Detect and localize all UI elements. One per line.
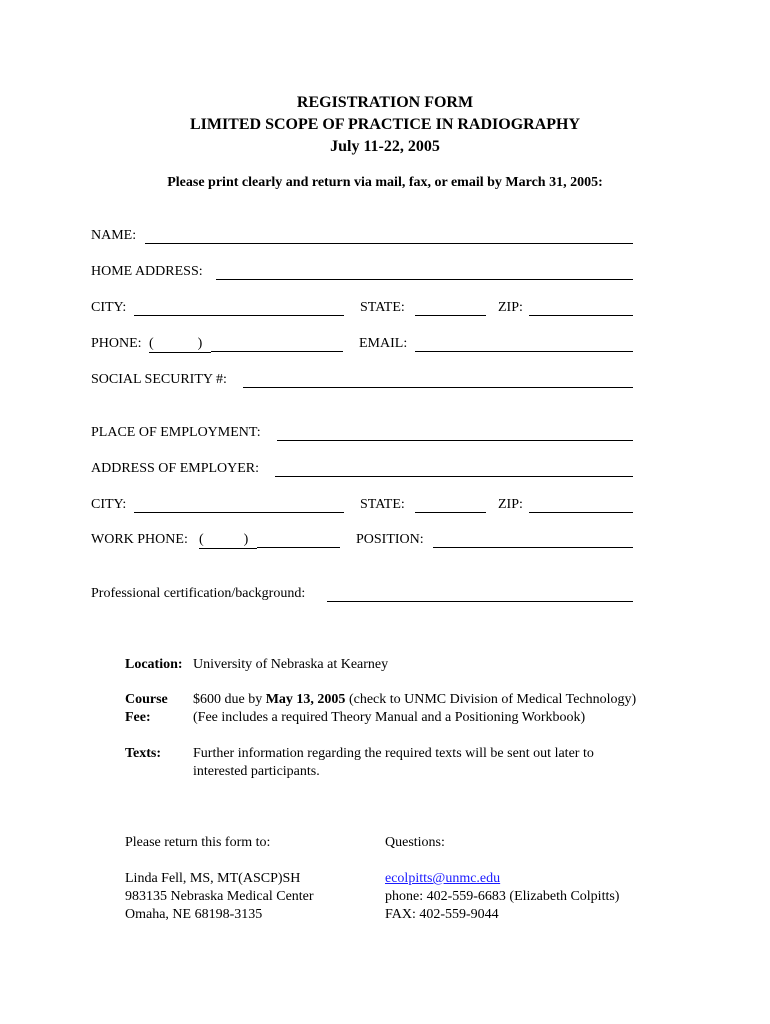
zip-field[interactable] — [529, 315, 633, 316]
work-phone-field[interactable] — [257, 547, 340, 548]
employment-label: PLACE OF EMPLOYMENT: — [91, 425, 261, 440]
location-label: Location: — [125, 657, 183, 672]
texts-label: Texts: — [125, 746, 162, 761]
contact-phone: phone: 402-559-6683 (Elizabeth Colpitts) — [385, 889, 620, 904]
phone-label: PHONE: — [91, 336, 142, 351]
professional-label: Professional certification/background: — [91, 586, 306, 601]
employer-address-label: ADDRESS OF EMPLOYER: — [91, 461, 260, 476]
paren-close: ) — [197, 336, 203, 351]
state-field[interactable] — [415, 315, 486, 316]
location-value: University of Nebraska at Kearney — [193, 657, 389, 672]
instructions: Please print clearly and return via mail, fax, or email by March 31, 2005: — [167, 175, 603, 190]
employer-address-field[interactable] — [275, 476, 633, 477]
texts-line1: Further information regarding the required texts will be sent out later to — [193, 746, 594, 761]
professional-field[interactable] — [327, 601, 633, 602]
phone-field[interactable] — [211, 351, 343, 352]
fee-payee: (check to UNMC Division of Medical Technology) — [345, 692, 637, 707]
employer-city-field[interactable] — [134, 512, 344, 513]
city-field[interactable] — [134, 315, 344, 316]
employer-city-label: CITY: — [91, 497, 127, 512]
paren-close: ) — [243, 532, 249, 547]
city-label: CITY: — [91, 300, 127, 315]
employment-field[interactable] — [277, 440, 633, 441]
contact-email-link[interactable]: ecolpitts@unmc.edu — [385, 871, 501, 886]
course-fee-line2: (Fee includes a required Theory Manual and a Positioning Workbook) — [193, 710, 586, 725]
return-heading: Please return this form to: — [125, 835, 271, 850]
ssn-label: SOCIAL SECURITY #: — [91, 372, 227, 387]
position-label: POSITION: — [356, 532, 424, 547]
work-phone-area-code[interactable] — [199, 532, 257, 549]
form-subtitle: LIMITED SCOPE OF PRACTICE IN RADIOGRAPHY — [189, 116, 581, 133]
position-field[interactable] — [433, 547, 633, 548]
form-dates: July 11-22, 2005 — [330, 138, 440, 155]
email-field[interactable] — [415, 351, 633, 352]
home-address-label: HOME ADDRESS: — [91, 264, 203, 279]
employer-state-field[interactable] — [415, 512, 486, 513]
texts-line2: interested participants. — [193, 764, 320, 779]
email-label: EMAIL: — [359, 336, 408, 351]
name-field[interactable] — [145, 243, 633, 244]
form-title: REGISTRATION FORM — [296, 94, 474, 111]
fee-due-date: May 13, 2005 — [265, 692, 346, 707]
course-fee-line1 — [193, 692, 636, 708]
fee-amount: $600 due by — [193, 692, 266, 707]
ssn-field[interactable] — [243, 387, 633, 388]
return-name: Linda Fell, MS, MT(ASCP)SH — [125, 871, 301, 886]
employer-state-label: STATE: — [360, 497, 405, 512]
work-phone-label: WORK PHONE: — [91, 532, 188, 547]
questions-heading: Questions: — [385, 835, 445, 850]
return-city: Omaha, NE 68198-3135 — [125, 907, 263, 922]
name-label: NAME: — [91, 228, 137, 243]
course-label: Course — [125, 692, 168, 707]
state-label: STATE: — [360, 300, 405, 315]
employer-zip-label: ZIP: — [498, 497, 523, 512]
zip-label: ZIP: — [498, 300, 523, 315]
paren-open: ( — [149, 336, 154, 351]
paren-open: ( — [199, 532, 204, 547]
contact-fax: FAX: 402-559-9044 — [385, 907, 499, 922]
return-address: 983135 Nebraska Medical Center — [125, 889, 314, 904]
employer-zip-field[interactable] — [529, 512, 633, 513]
phone-area-code[interactable] — [149, 336, 211, 353]
home-address-field[interactable] — [216, 279, 633, 280]
fee-label: Fee: — [125, 710, 151, 725]
